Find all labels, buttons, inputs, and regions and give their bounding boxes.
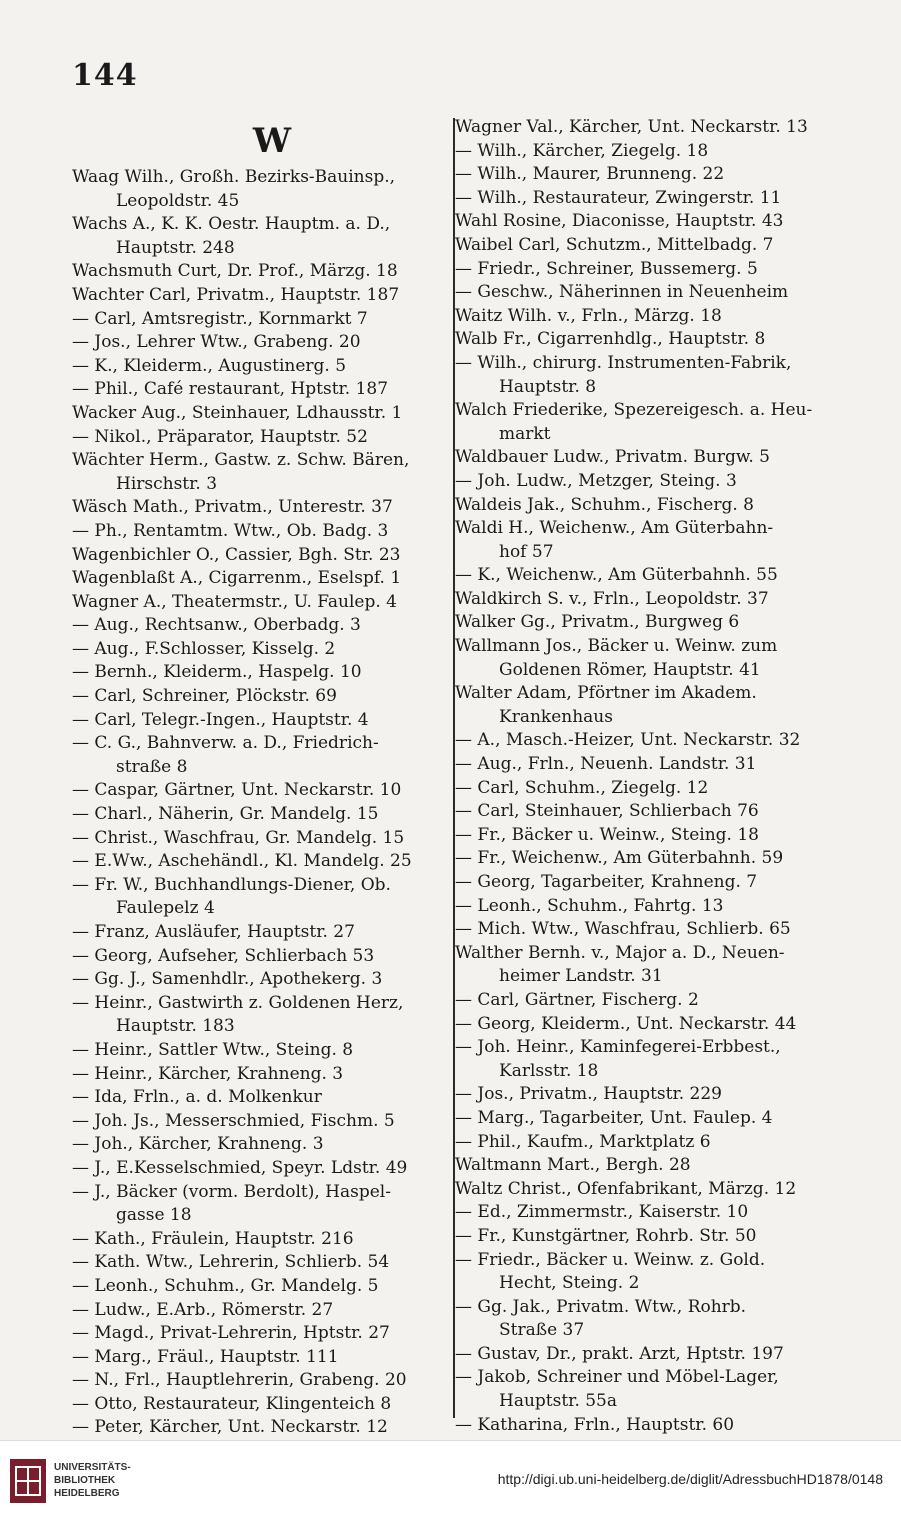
directory-entry (455, 706, 850, 730)
directory-entry (72, 709, 452, 733)
entry-text: — Jos., Lehrer Wtw., Grabeng. 20 (72, 332, 361, 353)
directory-entry (455, 1036, 850, 1060)
entry-text: markt (499, 423, 551, 444)
entry-text: Waldbauer Ludw., Privatm. Burgw. 5 (455, 447, 770, 468)
directory-entry (455, 494, 850, 518)
directory-entry (455, 210, 850, 234)
directory-entry (455, 1201, 850, 1225)
directory-entry (455, 1366, 850, 1390)
entry-text: — Mich. Wtw., Waschfrau, Schlierb. 65 (455, 919, 791, 940)
directory-entry (72, 756, 452, 780)
directory-entry (72, 1133, 452, 1157)
directory-entry (72, 1228, 452, 1252)
entry-text: Wagenblaßt A., Cigarrenm., Eselspf. 1 (72, 568, 402, 589)
directory-entry (72, 1416, 452, 1440)
entry-text: — Joh. Js., Messerschmied, Fischm. 5 (72, 1110, 395, 1131)
entry-text: — Gustav, Dr., prakt. Arzt, Hptstr. 197 (455, 1343, 784, 1364)
directory-entry (72, 945, 452, 969)
directory-entry (72, 921, 452, 945)
entry-text: — Heinr., Gastwirth z. Goldenen Herz, (72, 992, 404, 1013)
entry-text: Wächter Herm., Gastw. z. Schw. Bären, (72, 450, 410, 471)
directory-entry (455, 258, 850, 282)
directory-entry (455, 588, 850, 612)
entry-text: — Aug., Frln., Neuenh. Landstr. 31 (455, 754, 757, 775)
entry-text: — Magd., Privat-Lehrerin, Hptstr. 27 (72, 1323, 390, 1344)
directory-entry (72, 661, 452, 685)
directory-entry (455, 564, 850, 588)
entry-text: Waldkirch S. v., Frln., Leopoldstr. 37 (455, 588, 769, 609)
directory-entry (455, 1319, 850, 1343)
entry-text: Walker Gg., Privatm., Burgweg 6 (455, 612, 740, 633)
directory-entry (72, 1086, 452, 1110)
entry-text: — Carl, Telegr.-Ingen., Hauptstr. 4 (72, 709, 369, 730)
directory-entry (72, 803, 452, 827)
entry-text: — Leonh., Schuhm., Gr. Mandelg. 5 (72, 1275, 379, 1296)
directory-entry (455, 517, 850, 541)
entry-text: Waldeis Jak., Schuhm., Fischerg. 8 (455, 494, 755, 515)
directory-entry (72, 992, 452, 1016)
entry-text: — Aug., F.Schlosser, Kisselg. 2 (72, 638, 336, 659)
entry-text: — Fr., Weichenw., Am Güterbahnh. 59 (455, 848, 784, 869)
directory-entry (455, 1249, 850, 1273)
entry-text: — Fr. W., Buchhandlungs-Diener, Ob. (72, 874, 391, 895)
entry-text: — Peter, Kärcher, Unt. Neckarstr. 12 (72, 1417, 388, 1438)
entry-text: Karlsstr. 18 (499, 1060, 599, 1081)
directory-entry (72, 1157, 452, 1181)
directory-entry (72, 213, 452, 237)
directory-entry (72, 1369, 452, 1393)
entry-text: — Friedr., Bäcker u. Weinw. z. Gold. (455, 1249, 766, 1270)
entry-text: — J., E.Kesselschmied, Speyr. Ldstr. 49 (72, 1157, 408, 1178)
section-letter: W (252, 121, 292, 161)
entry-text: hof 57 (499, 541, 554, 562)
directory-entry (455, 541, 850, 565)
directory-entry (455, 1343, 850, 1367)
directory-entry (455, 423, 850, 447)
entry-text: — Heinr., Sattler Wtw., Steing. 8 (72, 1039, 354, 1060)
entry-text: Faulepelz 4 (116, 898, 215, 919)
right-column (455, 116, 850, 1437)
entry-text: — Ed., Zimmermstr., Kaiserstr. 10 (455, 1202, 749, 1223)
entry-text: heimer Landstr. 31 (499, 966, 663, 987)
entry-text: Wallmann Jos., Bäcker u. Weinw. zum (455, 636, 778, 657)
entry-text: — Joh. Ludw., Metzger, Steing. 3 (455, 470, 737, 491)
entry-text: — Marg., Tagarbeiter, Unt. Faulep. 4 (455, 1107, 773, 1128)
entry-text: — Katharina, Frln., Hauptstr. 60 (455, 1414, 735, 1435)
entry-text: straße 8 (116, 756, 188, 777)
directory-entry (455, 1083, 850, 1107)
entry-text: — Joh. Heinr., Kaminfegerei-Erbbest., (455, 1037, 781, 1058)
entry-text: — Caspar, Gärtner, Unt. Neckarstr. 10 (72, 780, 402, 801)
directory-entry (72, 237, 452, 261)
entry-text: Straße 37 (499, 1320, 585, 1341)
entry-text: Krankenhaus (499, 706, 613, 727)
entry-text: — Marg., Fräul., Hauptstr. 111 (72, 1346, 339, 1367)
directory-entry (72, 520, 452, 544)
directory-entry (455, 352, 850, 376)
directory-entry (455, 824, 850, 848)
entry-text: — Bernh., Kleiderm., Haspelg. 10 (72, 662, 362, 683)
entry-text: — Otto, Restaurateur, Klingenteich 8 (72, 1393, 392, 1414)
directory-entry (72, 779, 452, 803)
entry-text: Waltmann Mart., Bergh. 28 (455, 1155, 691, 1176)
directory-entry (455, 1390, 850, 1414)
directory-entry (455, 1414, 850, 1438)
entry-text: Wachter Carl, Privatm., Hauptstr. 187 (72, 284, 400, 305)
entry-text: Wacker Aug., Steinhauer, Ldhausstr. 1 (72, 402, 403, 423)
library-name-line2: BIBLIOTHEK (54, 1475, 116, 1486)
directory-entry (455, 659, 850, 683)
entry-text: — Gg. J., Samenhdlr., Apothekerg. 3 (72, 969, 383, 990)
directory-entry (455, 234, 850, 258)
entry-text: Leopoldstr. 45 (116, 190, 240, 211)
entry-text: — K., Kleiderm., Augustinerg. 5 (72, 355, 347, 376)
entry-text: — Wilh., Restaurateur, Zwingerstr. 11 (455, 187, 782, 208)
entry-text: — Charl., Näherin, Gr. Mandelg. 15 (72, 804, 379, 825)
directory-entry (455, 399, 850, 423)
library-logo-icon (10, 1459, 46, 1503)
directory-entry (72, 732, 452, 756)
entry-text: — Georg, Aufseher, Schlierbach 53 (72, 945, 375, 966)
directory-entry (455, 1107, 850, 1131)
entry-text: — Jakob, Schreiner und Möbel-Lager, (455, 1367, 779, 1388)
left-column (72, 116, 452, 1440)
entry-text: gasse 18 (116, 1205, 192, 1226)
directory-entry (455, 1272, 850, 1296)
directory-entry (455, 376, 850, 400)
directory-entry (72, 260, 452, 284)
directory-entry (455, 965, 850, 989)
entry-text: Walch Friederike, Spezereigesch. a. Heu- (455, 400, 813, 421)
directory-entry (455, 328, 850, 352)
directory-entry (455, 777, 850, 801)
entry-text: — Franz, Ausläufer, Hauptstr. 27 (72, 922, 355, 942)
entry-text: — Fr., Bäcker u. Weinw., Steing. 18 (455, 824, 759, 845)
directory-entry (455, 635, 850, 659)
directory-entry (72, 1063, 452, 1087)
directory-entry (455, 895, 850, 919)
entry-text: — Geschw., Näherinnen in Neuenheim (455, 282, 789, 303)
entry-text: Walter Adam, Pförtner im Akadem. (455, 683, 757, 704)
entry-text: Hauptstr. 183 (116, 1016, 235, 1037)
directory-entry (455, 470, 850, 494)
directory-entry (72, 496, 452, 520)
directory-entry (455, 116, 850, 140)
entry-text: — Friedr., Schreiner, Bussemerg. 5 (455, 258, 758, 279)
entry-text: — Kath., Fräulein, Hauptstr. 216 (72, 1228, 354, 1249)
entry-text: — Wilh., Maurer, Brunneng. 22 (455, 164, 725, 185)
entry-text: — Carl, Schreiner, Plöckstr. 69 (72, 686, 337, 707)
directory-entry (455, 163, 850, 187)
entry-text: Waitz Wilh. v., Frln., Märzg. 18 (455, 305, 722, 326)
entry-text: — N., Frl., Hauptlehrerin, Grabeng. 20 (72, 1370, 407, 1391)
entry-text: Wachsmuth Curt, Dr. Prof., Märzg. 18 (72, 261, 398, 282)
entry-text: — C. G., Bahnverw. a. D., Friedrich- (72, 733, 379, 754)
directory-entry (72, 166, 452, 190)
directory-entry (72, 1181, 452, 1205)
entry-text: Waldi H., Weichenw., Am Güterbahn- (455, 518, 774, 539)
directory-entry (72, 308, 452, 332)
entry-text: — Christ., Waschfrau, Gr. Mandelg. 15 (72, 827, 405, 848)
entry-text: — J., Bäcker (vorm. Berdolt), Haspel- (72, 1181, 391, 1202)
page-number: 144 (72, 58, 138, 93)
directory-entry (72, 1110, 452, 1134)
entry-text: Goldenen Römer, Hauptstr. 41 (499, 659, 761, 680)
entry-text: — Nikol., Präparator, Hauptstr. 52 (72, 426, 368, 447)
entry-text: Wagenbichler O., Cassier, Bgh. Str. 23 (72, 544, 401, 565)
entry-text: — Carl, Amtsregistr., Kornmarkt 7 (72, 308, 368, 329)
library-name-line1: UNIVERSITÄTS- (54, 1462, 131, 1473)
directory-entry (455, 753, 850, 777)
directory-entry (455, 729, 850, 753)
entry-text: Wagner Val., Kärcher, Unt. Neckarstr. 13 (455, 117, 808, 137)
directory-entry (455, 682, 850, 706)
entry-text: — Ida, Frln., a. d. Molkenkur (72, 1087, 322, 1108)
entry-text: Hauptstr. 8 (499, 376, 597, 397)
directory-entry (72, 544, 452, 568)
directory-entry (455, 281, 850, 305)
entry-text: Hauptstr. 55a (499, 1391, 618, 1412)
directory-entry (455, 942, 850, 966)
entry-text: Hecht, Steing. 2 (499, 1273, 640, 1294)
library-logo (10, 1459, 46, 1503)
directory-entry (455, 1131, 850, 1155)
directory-entry (72, 1299, 452, 1323)
right-entries (455, 116, 850, 1437)
directory-entry (72, 190, 452, 214)
library-name (54, 1461, 131, 1500)
directory-entry (72, 1251, 452, 1275)
entry-text: Waag Wilh., Großh. Bezirks-Bauinsp., (72, 167, 396, 187)
entry-text: — K., Weichenw., Am Güterbahnh. 55 (455, 565, 778, 586)
directory-entry (72, 638, 452, 662)
directory-entry (455, 305, 850, 329)
footer-bar (0, 1440, 901, 1521)
entry-text: — Phil., Kaufm., Marktplatz 6 (455, 1131, 711, 1152)
entry-text: — Fr., Kunstgärtner, Rohrb. Str. 50 (455, 1225, 757, 1246)
directory-entry (455, 1296, 850, 1320)
directory-entry (72, 473, 452, 497)
entry-text: — Jos., Privatm., Hauptstr. 229 (455, 1084, 722, 1105)
entry-text: — Phil., Café restaurant, Hptstr. 187 (72, 379, 389, 400)
entry-text: — Leonh., Schuhm., Fahrtg. 13 (455, 895, 724, 916)
directory-entry (72, 1393, 452, 1417)
directory-entry (455, 1178, 850, 1202)
entry-text: — Wilh., Kärcher, Ziegelg. 18 (455, 140, 709, 161)
directory-entry (72, 1204, 452, 1228)
entry-text: — A., Masch.-Heizer, Unt. Neckarstr. 32 (455, 730, 801, 751)
directory-entry (455, 1225, 850, 1249)
directory-entry (72, 567, 452, 591)
directory-entry (455, 140, 850, 164)
entry-text: — E.Ww., Aschehändl., Kl. Mandelg. 25 (72, 851, 412, 872)
entry-text: Wagner A., Theatermstr., U. Faulep. 4 (72, 591, 397, 612)
entry-text: — Joh., Kärcher, Krahneng. 3 (72, 1134, 324, 1155)
directory-entry (72, 1322, 452, 1346)
entry-text: — Ludw., E.Arb., Römerstr. 27 (72, 1299, 334, 1320)
directory-entry (455, 989, 850, 1013)
library-name-line3: HEIDELBERG (54, 1488, 120, 1499)
directory-entry (455, 611, 850, 635)
directory-entry (72, 402, 452, 426)
entry-text: Waibel Carl, Schutzm., Mittelbadg. 7 (455, 234, 774, 255)
entry-text: Wachs A., K. K. Oestr. Hauptm. a. D., (72, 214, 391, 235)
directory-entry (455, 918, 850, 942)
directory-entry (455, 871, 850, 895)
directory-entry (72, 426, 452, 450)
directory-entry (72, 1015, 452, 1039)
directory-entry (72, 1039, 452, 1063)
directory-entry (72, 449, 452, 473)
entry-text: — Georg, Kleiderm., Unt. Neckarstr. 44 (455, 1013, 797, 1034)
directory-entry (72, 284, 452, 308)
directory-entry (72, 874, 452, 898)
entry-text: Wäsch Math., Privatm., Unterestr. 37 (72, 497, 393, 518)
entry-text: — Gg. Jak., Privatm. Wtw., Rohrb. (455, 1296, 747, 1317)
directory-entry (455, 800, 850, 824)
entry-text: — Georg, Tagarbeiter, Krahneng. 7 (455, 872, 758, 892)
left-entries (72, 166, 452, 1440)
entry-text: — Heinr., Kärcher, Krahneng. 3 (72, 1063, 344, 1084)
directory-entry (455, 446, 850, 470)
source-url[interactable]: http://digi.ub.uni-heidelberg.de/diglit/AdressbuchHD1878/0148 (497, 1471, 883, 1487)
entry-text: Hirschstr. 3 (116, 473, 218, 494)
directory-entry (72, 850, 452, 874)
directory-entry (72, 685, 452, 709)
entry-text: — Carl, Schuhm., Ziegelg. 12 (455, 777, 709, 798)
directory-entry (455, 187, 850, 211)
entry-text: Waltz Christ., Ofenfabrikant, Märzg. 12 (455, 1178, 797, 1199)
directory-entry (72, 827, 452, 851)
directory-entry (72, 614, 452, 638)
directory-entry (72, 1346, 452, 1370)
entry-text: Walther Bernh. v., Major a. D., Neuen- (455, 942, 785, 963)
directory-entry (455, 1013, 850, 1037)
entry-text: Wahl Rosine, Diaconisse, Hauptstr. 43 (455, 211, 784, 232)
entry-text: Hauptstr. 248 (116, 237, 235, 258)
directory-entry (72, 1275, 452, 1299)
directory-entry (72, 897, 452, 921)
entry-text: Walb Fr., Cigarrenhdlg., Hauptstr. 8 (455, 329, 766, 350)
directory-entry (72, 355, 452, 379)
directory-entry (455, 1060, 850, 1084)
directory-entry (455, 1154, 850, 1178)
directory-entry (455, 847, 850, 871)
entry-text: — Kath. Wtw., Lehrerin, Schlierb. 54 (72, 1252, 390, 1273)
entry-text: — Carl, Gärtner, Fischerg. 2 (455, 989, 699, 1010)
entry-text: — Ph., Rentamtm. Wtw., Ob. Badg. 3 (72, 520, 389, 541)
directory-entry (72, 968, 452, 992)
directory-entry (72, 591, 452, 615)
entry-text: — Carl, Steinhauer, Schlierbach 76 (455, 801, 759, 822)
directory-entry (72, 378, 452, 402)
entry-text: — Aug., Rechtsanw., Oberbadg. 3 (72, 615, 361, 636)
entry-text: — Wilh., chirurg. Instrumenten-Fabrik, (455, 352, 792, 373)
directory-entry (72, 331, 452, 355)
